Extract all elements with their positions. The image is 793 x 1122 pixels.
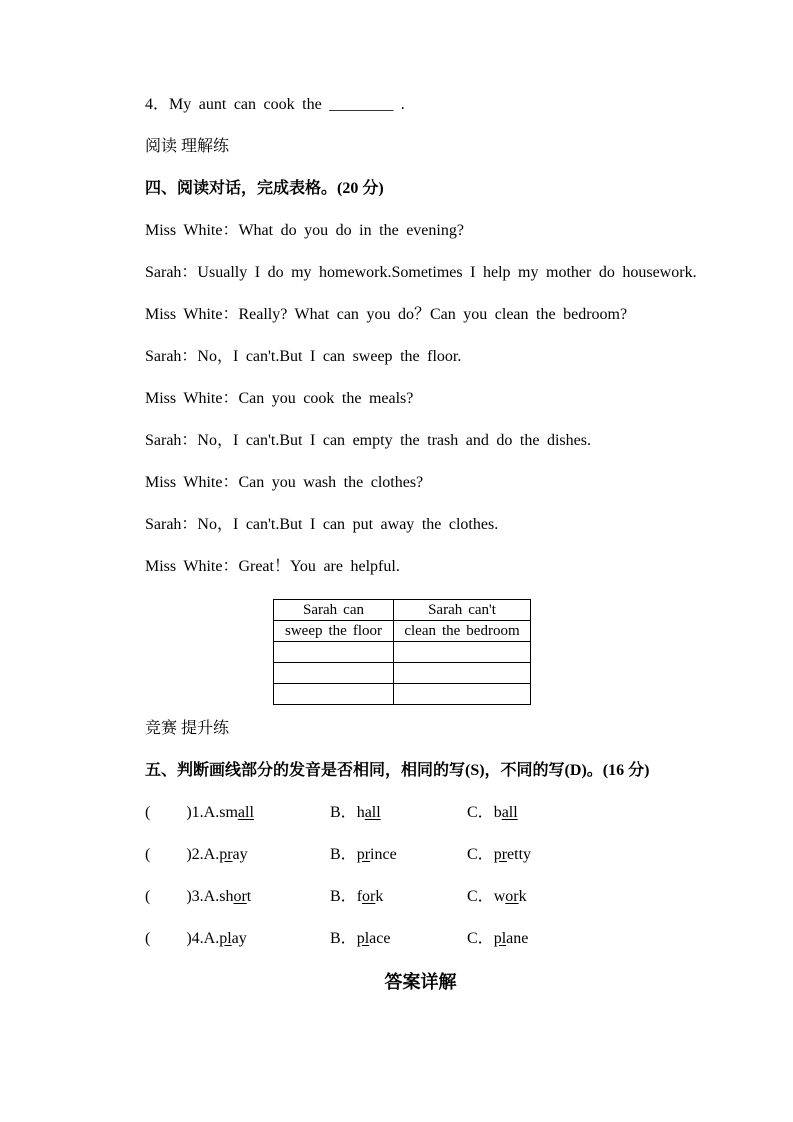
dialogue-line: Sarah：Usually I do my homework.Sometimes I help my mother do housework. xyxy=(145,264,697,281)
answer-bracket: ( )2.A. xyxy=(145,846,220,863)
dialogue-line: Miss White：Can you wash the clothes? xyxy=(145,474,424,491)
underlined-letters: or xyxy=(362,888,376,905)
underlined-letters: all xyxy=(364,804,381,821)
contest-section-label: 竞赛 提升练 xyxy=(145,720,230,737)
phonics-question-row xyxy=(145,929,696,949)
table-row xyxy=(274,621,531,642)
question-4-line: 4．My aunt can cook the ________ . xyxy=(145,96,405,113)
answer-key-heading: 答案详解 xyxy=(384,972,457,992)
table-cell xyxy=(394,663,531,684)
phonics-option-c: C．pretty xyxy=(467,846,532,863)
table-cell: clean the bedroom xyxy=(394,621,531,642)
table-cell xyxy=(274,642,394,663)
underlined-letters: or xyxy=(233,888,247,905)
reading-section-label: 阅读 理解练 xyxy=(145,138,230,155)
underlined-letters: pr xyxy=(219,846,233,863)
underlined-letters: all xyxy=(501,804,518,821)
phonics-option-b: B．prince xyxy=(330,846,397,863)
phonics-option-a: ( )3.A.short xyxy=(145,888,252,905)
phonics-option-a: ( )4.A.play xyxy=(145,930,247,947)
answer-bracket: ( )4.A. xyxy=(145,930,220,947)
phonics-question-row xyxy=(145,803,696,823)
underlined-letters: all xyxy=(237,804,254,821)
answer-bracket: ( )1.A. xyxy=(145,804,220,821)
table-row xyxy=(274,642,531,663)
dialogue-line: Miss White：Great！You are helpful. xyxy=(145,558,400,575)
underlined-letters: pl xyxy=(493,930,507,947)
summary-table-wrap xyxy=(273,599,696,705)
dialogue-line: Miss White：Can you cook the meals? xyxy=(145,390,414,407)
phonics-option-b: B．place xyxy=(330,930,391,947)
underlined-letters: or xyxy=(505,888,519,905)
table-header-row xyxy=(274,600,531,621)
phonics-option-a: ( )1.A.small xyxy=(145,804,254,821)
dialogue-line: Miss White：Really? What can you do？Can you clean the bedroom? xyxy=(145,306,628,323)
phonics-option-c: C．ball xyxy=(467,804,518,821)
table-cell: sweep the floor xyxy=(274,621,394,642)
answer-bracket: ( )3.A. xyxy=(145,888,220,905)
table-header-cell: Sarah can't xyxy=(394,600,531,621)
dialogue-line: Sarah：No，I can't.But I can sweep the floor. xyxy=(145,348,462,365)
phonics-question-row xyxy=(145,887,696,907)
phonics-option-c: C．work xyxy=(467,888,527,905)
table-header-cell: Sarah can xyxy=(274,600,394,621)
table-cell xyxy=(274,663,394,684)
phonics-option-b: B．fork xyxy=(330,888,384,905)
phonics-option-b: B．hall xyxy=(330,804,381,821)
dialogue-line: Miss White：What do you do in the evening? xyxy=(145,222,464,239)
table-cell xyxy=(394,642,531,663)
table-cell xyxy=(274,684,394,705)
underlined-letters: pr xyxy=(493,846,508,863)
dialogue-line: Sarah：No，I can't.But I can put away the clothes. xyxy=(145,516,499,533)
underlined-letters: pr xyxy=(356,846,371,863)
table-row xyxy=(274,684,531,705)
section-5-heading: 五、判断画线部分的发音是否相同，相同的写(S)，不同的写(D)。(16 分) xyxy=(145,762,650,779)
table-cell xyxy=(394,684,531,705)
dialogue-line: Sarah：No，I can't.But I can empty the trash and do the dishes. xyxy=(145,432,591,449)
section-4-heading: 四、阅读对话，完成表格。(20 分) xyxy=(145,180,384,197)
phonics-option-a: ( )2.A.pray xyxy=(145,846,248,863)
summary-table xyxy=(273,599,531,705)
table-row xyxy=(274,663,531,684)
phonics-question-row xyxy=(145,845,696,865)
underlined-letters: pl xyxy=(356,930,370,947)
phonics-option-c: C．plane xyxy=(467,930,529,947)
underlined-letters: pl xyxy=(219,930,232,947)
